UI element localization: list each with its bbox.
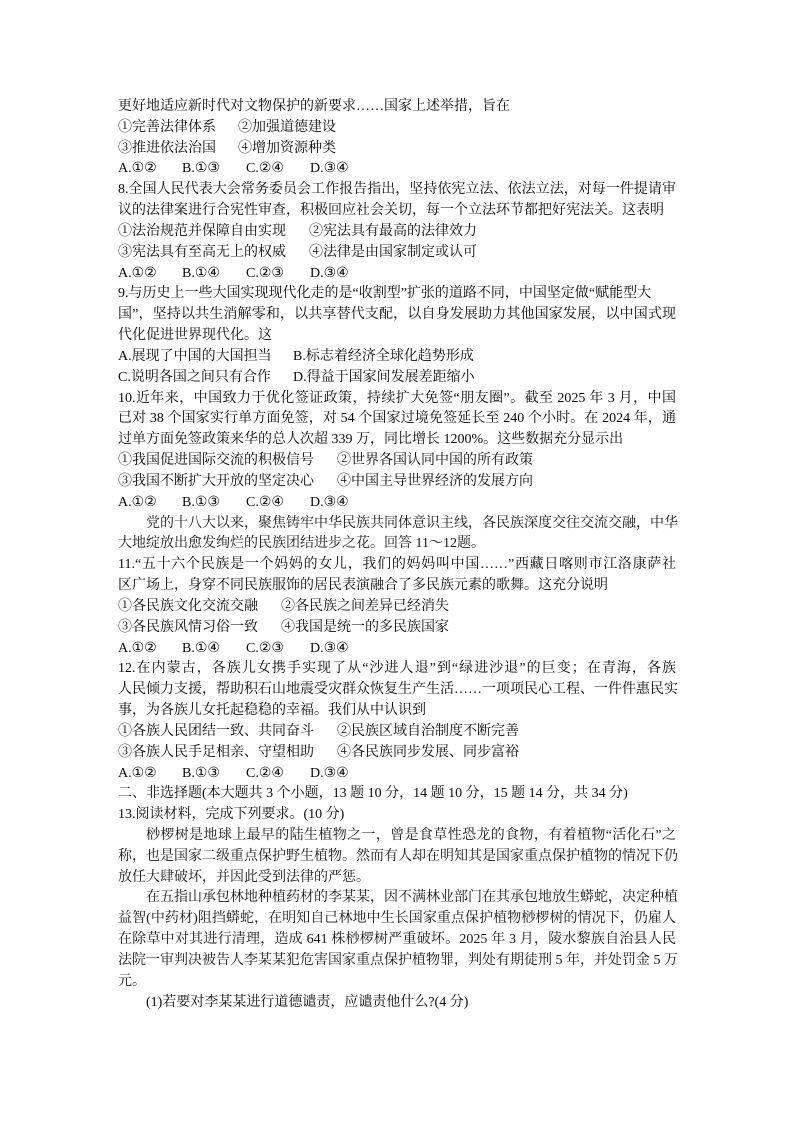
q13-material-paragraph-1 [118, 826, 794, 888]
q7-choice-a: A.①② [118, 161, 157, 177]
q12-option-2: ②民族区域自治制度不断完善 [337, 723, 519, 739]
q12-choice-d: D.③④ [310, 765, 349, 781]
q11-choice-d: D.③④ [310, 640, 349, 656]
question-7 [118, 97, 794, 180]
q13-material-1-line-1: 桫椤树是地球上最早的陆生植物之一，曾是食草性恐龙的食物，有着植物“活化石”之 [146, 827, 676, 843]
q12-option-3: ③各族人民手足相亲、守望相助 [118, 744, 314, 760]
q10-options-row-2 [118, 472, 676, 493]
q10-option-3: ③我国不断扩大开放的坚定决心 [118, 473, 314, 489]
q7-stem-tail: 更好地适应新时代对文物保护的新要求……国家上述举措，旨在 [118, 99, 510, 114]
question-9 [118, 284, 794, 388]
q9-choices-row-2 [118, 368, 676, 389]
q8-choice-b: B.①④ [182, 265, 220, 281]
q13-sub-question-1: (1)若要对李某某进行道德谴责，应谴责他什么?(4 分) [146, 994, 469, 1010]
q12-option-4: ④各民族同步发展、同步富裕 [337, 744, 519, 760]
q9-choice-a: A.展现了中国的大国担当 [118, 348, 272, 364]
q11-stem-line-1: 11.“五十六个民族是一个妈妈的女儿，我们的妈妈叫中国……”西藏日喀则市江洛康萨社 [118, 557, 676, 573]
q10-choice-a: A.①② [118, 494, 157, 510]
q11-option-1: ①各民族文化交流交融 [118, 598, 258, 614]
q12-stem-line-2: 人民倾力支援，帮助积石山地震受灾群众恢复生产生活……一项项民心工程、一件件惠民实 [118, 682, 678, 698]
q8-option-2: ②宪法具有最高的法律效力 [309, 223, 477, 239]
q8-choice-a: A.①② [118, 265, 157, 281]
q10-option-1: ①我国促进国际交流的积极信号 [118, 453, 314, 469]
q10-stem-line-2: 已对 38 个国家实行单方面免签，对 54 个国家过境免签延长至 240 个小时。在 2024 年，通 [118, 411, 676, 427]
q13-material-1-line-2: 称，也是国家二级重点保护野生植物。然而有人却在明知其是国家重点保护植物的情况下仍 [118, 848, 678, 864]
q7-option-3: ③推进依法治国 [118, 140, 216, 156]
q8-options-row-1 [118, 222, 676, 243]
q11-choice-b: B.①④ [182, 640, 220, 656]
q7-options-row-1 [118, 118, 676, 139]
q7-option-4: ④增加资源种类 [238, 140, 336, 156]
q8-choice-c: C.②③ [246, 265, 284, 281]
q8-stem-line-2: 议的法律案进行合宪性审查，积极回应社会关切，每一个立法环节都把好宪法关。这表明 [118, 203, 664, 219]
q10-option-4: ④中国主导世界经济的发展方向 [337, 473, 533, 489]
q12-stem-line-3: 事，为各族儿女托起稳稳的幸福。我们从中认识到 [118, 703, 426, 719]
q12-choice-a: A.①② [118, 765, 157, 781]
intro-11-12 [118, 514, 794, 556]
q12-option-1: ①各族人民团结一致、共同奋斗 [118, 723, 314, 739]
q9-choices-row-1 [118, 347, 676, 368]
q8-stem-line-1: 8.全国人民代表大会常务委员会工作报告指出，坚持依宪立法、依法立法，对每一件提请审 [118, 182, 676, 198]
q13-material-1-line-3: 放任大肆破坏，并因此受到法律的严惩。 [118, 869, 370, 885]
q11-choice-a: A.①② [118, 640, 157, 656]
q11-option-3: ③各民族风情习俗一致 [118, 619, 258, 635]
q11-options-row-2 [118, 618, 676, 639]
q12-choices [118, 764, 676, 785]
question-12 [118, 659, 794, 784]
q10-options-row-1 [118, 451, 676, 472]
q12-options-row-2 [118, 743, 676, 764]
q8-option-4: ④法律是由国家制定或认可 [309, 244, 477, 260]
q7-options-row-2 [118, 139, 676, 160]
q10-stem-line-3: 过单方面免签政策来华的总人次超 339 万，同比增长 1200%。这些数据充分显示出 [118, 432, 624, 448]
q10-choice-c: C.②④ [246, 494, 284, 510]
question-11 [118, 555, 794, 659]
q13-material-2-line-1: 在五指山承包林地种植药材的李某某，因不满林业部门在其承包地放生蟒蛇，决定种植 [146, 890, 678, 906]
q13-material-2-line-5: 元。 [118, 973, 146, 989]
q9-stem-line-3: 代化促进世界现代化。这 [118, 328, 272, 344]
q7-choice-b: B.①③ [182, 161, 220, 177]
q10-stem-line-1: 10.近年来，中国致力于优化签证政策，持续扩大免签“朋友圈”。截至 2025 年 3 月，中国 [118, 390, 676, 406]
question-10 [118, 389, 794, 514]
q7-choice-d: D.③④ [310, 161, 349, 177]
q12-choice-c: C.②④ [246, 765, 284, 781]
q7-choices [118, 159, 676, 180]
q9-choice-c: C.说明各国之间只有合作 [118, 369, 271, 385]
q10-choice-d: D.③④ [310, 494, 349, 510]
q9-choice-b: B.标志着经济全球化趋势形成 [293, 348, 474, 364]
q12-choice-b: B.①③ [182, 765, 220, 781]
q11-option-4: ④我国是统一的多民族国家 [281, 619, 449, 635]
q13-stem: 13.阅读材料，完成下列要求。(10 分) [118, 807, 345, 823]
q12-options-row-1 [118, 722, 676, 743]
q10-choices [118, 493, 676, 514]
q11-options-row-1 [118, 597, 676, 618]
q8-choice-d: D.③④ [310, 265, 349, 281]
q11-option-2: ②各民族之间差异已经消失 [281, 598, 449, 614]
intro-line-2: 大地绽放出愈发绚烂的民族团结进步之花。回答 11～12题。 [118, 536, 485, 552]
q10-option-2: ②世界各国认同中国的所有政策 [337, 453, 533, 469]
q7-choice-c: C.②④ [246, 161, 284, 177]
q7-option-1: ①完善法律体系 [118, 119, 216, 135]
section-2-heading: 二、非选择题(本大题共 3 个小题，13 题 10 分，14 题 10 分，15 题 14 分，共 34 分) [118, 786, 628, 802]
question-13 [118, 805, 794, 1013]
q13-material-2-line-3: 在除草中对其进行清理，造成 641 株桫椤树严重破坏。2025 年 3 月，陵水黎族自治县人民 [118, 932, 676, 948]
intro-line-1: 党的十八大以来，聚焦铸牢中华民族共同体意识主线，各民族深度交往交流交融，中华 [146, 515, 678, 531]
q9-stem-line-1: 9.与历史上一些大国实现现代化走的是“收割型”扩张的道路不同，中国坚定做“赋能型大 [118, 286, 652, 302]
q8-option-3: ③宪法具有至高无上的权威 [118, 244, 286, 260]
question-8 [118, 180, 794, 284]
q7-option-2: ②加强道德建设 [238, 119, 336, 135]
q10-choice-b: B.①③ [182, 494, 220, 510]
q8-choices [118, 264, 676, 285]
q13-material-paragraph-2 [118, 888, 794, 992]
q11-choices [118, 639, 676, 660]
q12-stem-line-1: 12.在内蒙古，各族儿女携手实现了从“沙进人退”到“绿进沙退”的巨变；在青海，各族 [118, 661, 676, 677]
q11-stem-line-2: 区广场上，身穿不同民族服饰的居民表演融合了多民族元素的歌舞。这充分说明 [118, 578, 608, 594]
q13-material-2-line-2: 益智(中药材)阻挡蟒蛇，在明知自己林地中生长国家重点保护植物桫椤树的情况下，仍雇人 [118, 911, 676, 927]
q8-options-row-2 [118, 243, 676, 264]
q11-choice-c: C.②③ [246, 640, 284, 656]
q9-choice-d: D.得益于国家间发展差距缩小 [293, 369, 475, 385]
q9-stem-line-2: 国”，坚持以共生消解零和，以共享替代支配，以自身发展助力其他国家发展，以中国式现 [118, 307, 676, 323]
q13-material-2-line-4: 法院一审判决被告人李某某犯危害国家重点保护植物罪，判处有期徒刑 5 年，并处罚金 5 万 [118, 952, 678, 968]
q8-option-1: ①法治规范并保障自由实现 [118, 223, 286, 239]
